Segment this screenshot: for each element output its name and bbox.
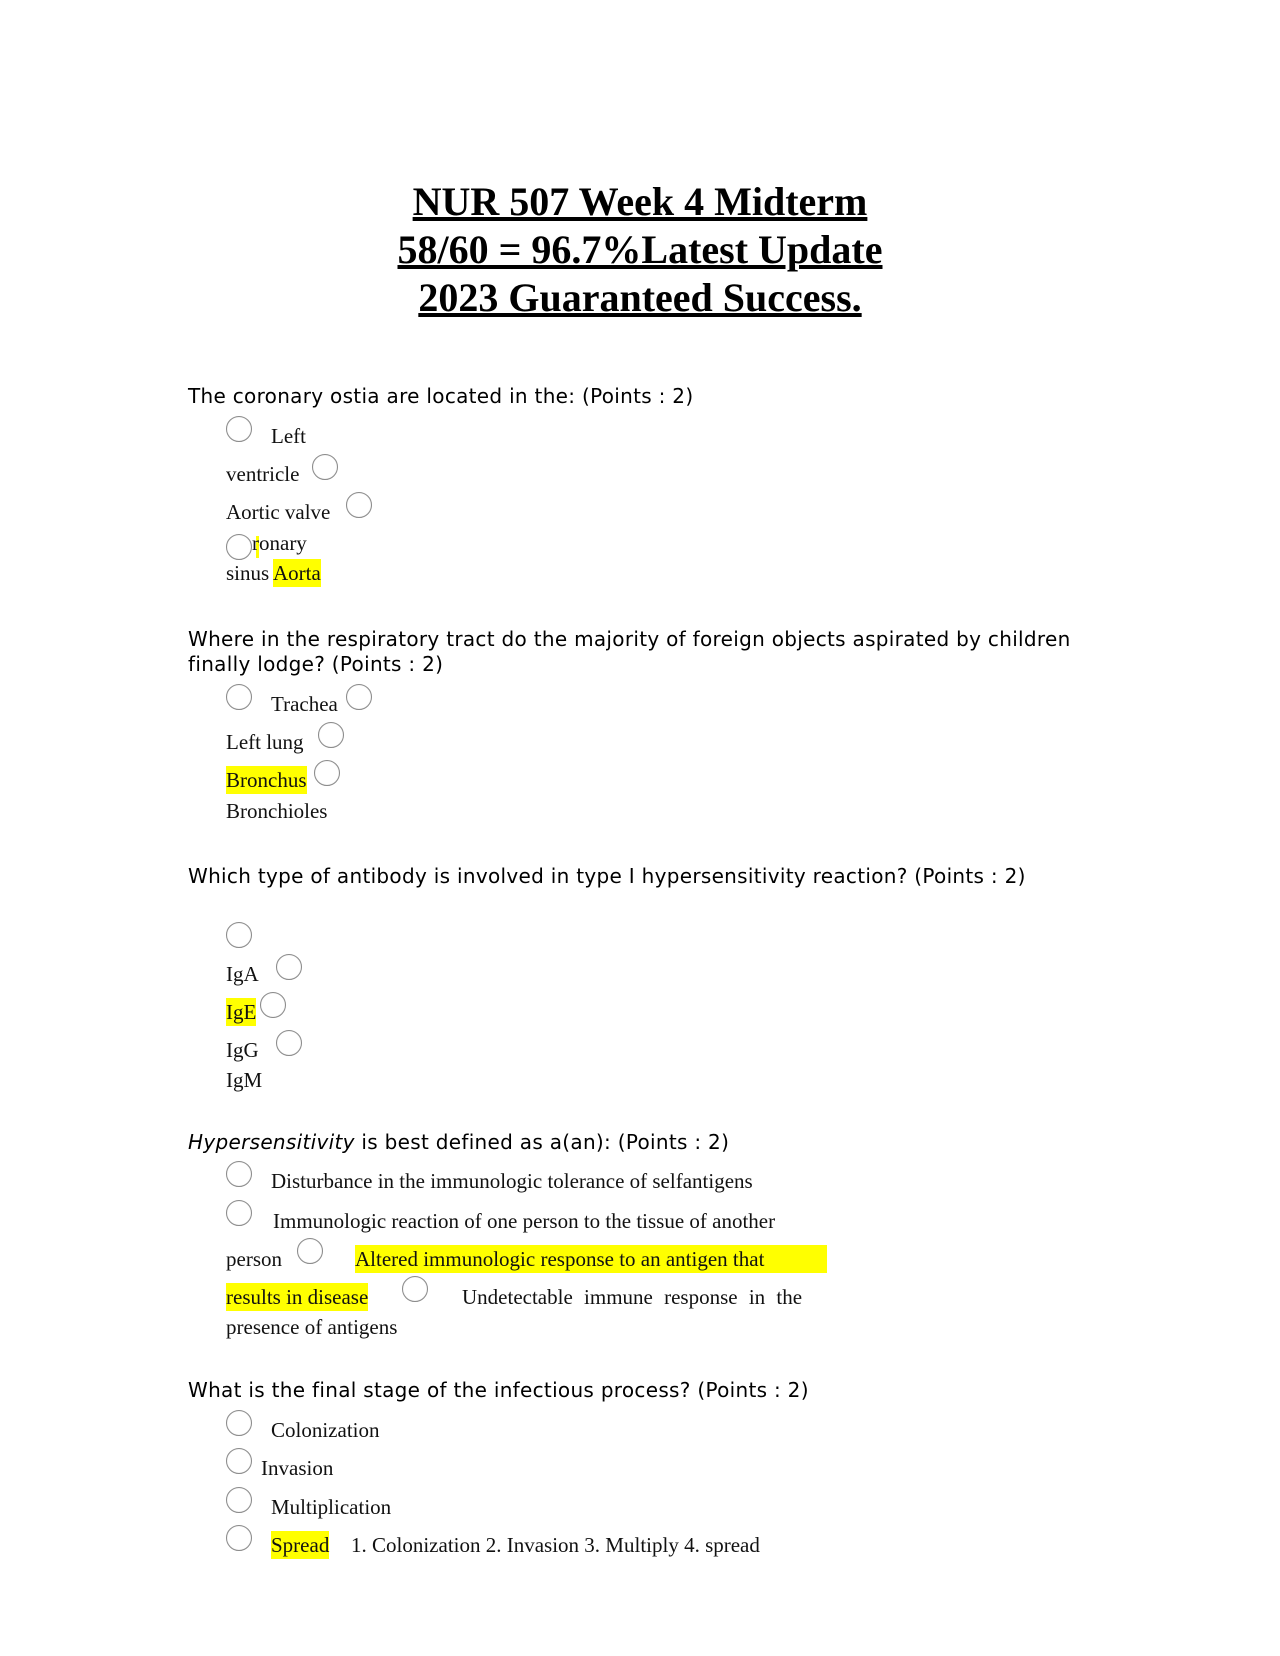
q3-text: IgG <box>226 1038 259 1062</box>
q2-radio-4[interactable] <box>314 760 340 786</box>
q1-radio-3[interactable] <box>346 492 372 518</box>
document-title-line-1: NUR 507 Week 4 Midterm <box>412 179 868 224</box>
q2-text: Left lung <box>226 730 304 754</box>
q4-text: person <box>226 1247 282 1271</box>
q4-text: Disturbance in the immunologic tolerance of selfantigens <box>271 1169 753 1193</box>
q1-answer-highlight: Aorta <box>273 561 321 585</box>
q1-radio-1[interactable] <box>226 416 252 442</box>
q3-text: IgA <box>226 962 259 986</box>
q1-text: ronary <box>252 531 307 555</box>
q4-answer-highlight: Altered immunologic response to an antigen that <box>355 1245 827 1273</box>
q4-radio-3[interactable] <box>297 1238 323 1264</box>
question-5-prompt: What is the final stage of the infectious process? (Points : 2) <box>188 1378 809 1402</box>
q5-radio-3[interactable] <box>226 1487 252 1513</box>
q3-radio-3[interactable] <box>260 992 286 1018</box>
document-title-line-2: 58/60 = 96.7%Latest Update <box>397 227 883 272</box>
q3-radio-2[interactable] <box>276 954 302 980</box>
q2-text: Trachea <box>271 692 338 716</box>
q1-text: sinus <box>226 561 270 585</box>
q4-radio-2[interactable] <box>226 1200 252 1226</box>
question-1-prompt: The coronary ostia are located in the: (Points : 2) <box>188 384 694 408</box>
q4-radio-4[interactable] <box>402 1276 428 1302</box>
question-3-prompt: Which type of antibody is involved in type I hypersensitivity reaction? (Points : 2) <box>188 864 1026 888</box>
q5-text: Colonization <box>271 1418 380 1442</box>
q4-text: presence of antigens <box>226 1315 398 1339</box>
question-4-emphasis: Hypersensitivity <box>188 1130 355 1154</box>
q2-answer-highlight: Bronchus <box>226 768 307 792</box>
q3-text: IgM <box>226 1068 263 1092</box>
q1-text: ventricle <box>226 462 300 486</box>
q1-text: Aortic valve <box>226 500 331 524</box>
question-4-prompt-text: is best defined as a(an): (Points : 2) <box>354 1130 730 1154</box>
q1-text: Left <box>271 424 306 448</box>
question-2-prompt: Where in the respiratory tract do the majority of foreign objects aspirated by children finally lodge? (Points : 2) <box>188 627 1071 676</box>
q1-radio-4[interactable] <box>226 534 252 560</box>
q5-answer-note: 1. Colonization 2. Invasion 3. Multiply 4. spread <box>351 1533 760 1557</box>
q5-answer-highlight: Spread <box>271 1533 330 1557</box>
q4-text: Undetectable immune response in the <box>462 1285 803 1309</box>
q3-answer-highlight: IgE <box>226 1000 257 1024</box>
q2-radio-1[interactable] <box>226 684 252 710</box>
document-title-line-3: 2023 Guaranteed Success. <box>418 275 862 320</box>
q1-radio-2[interactable] <box>312 454 338 480</box>
q3-radio-4[interactable] <box>276 1030 302 1056</box>
q4-radio-1[interactable] <box>226 1161 252 1187</box>
q2-radio-2[interactable] <box>346 684 372 710</box>
q3-radio-1[interactable] <box>226 922 252 948</box>
q2-text: Bronchioles <box>226 799 328 823</box>
q5-radio-1[interactable] <box>226 1410 252 1436</box>
q5-radio-4[interactable] <box>226 1525 252 1551</box>
q2-radio-3[interactable] <box>318 722 344 748</box>
q5-radio-2[interactable] <box>226 1448 252 1474</box>
q5-text: Multiplication <box>271 1495 392 1519</box>
q4-text: Immunologic reaction of one person to the tissue of another <box>273 1209 776 1233</box>
question-4-prompt <box>188 1130 1108 1155</box>
q4-answer-highlight: results in disease <box>226 1285 369 1309</box>
q5-text: Invasion <box>261 1456 334 1480</box>
